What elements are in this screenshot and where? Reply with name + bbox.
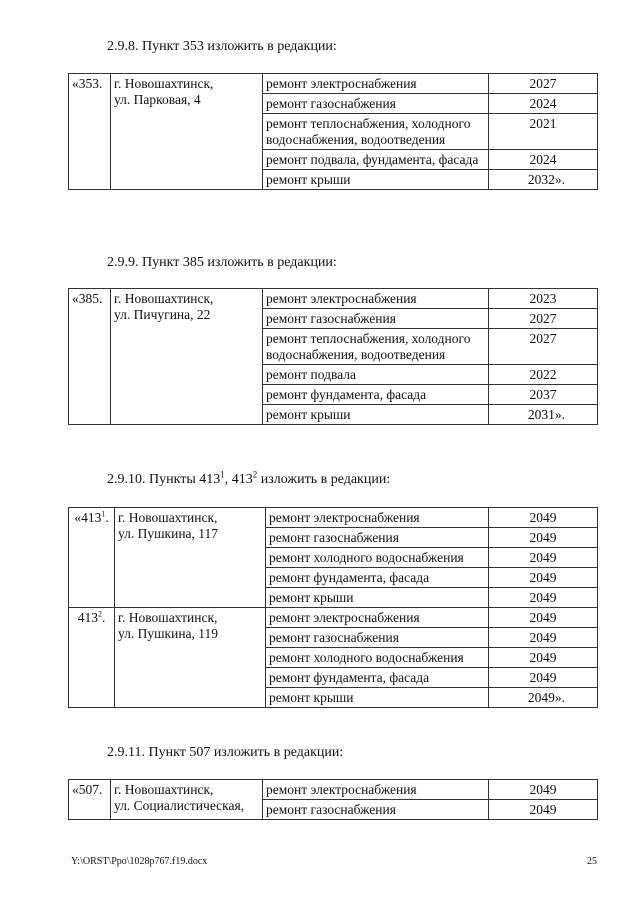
item-address (115, 608, 266, 708)
work-name: ремонт фундамента, фасада (263, 385, 489, 405)
work-year: 2024 (489, 150, 598, 170)
work-name: ремонт электроснабжения (263, 289, 489, 309)
work-year: 2032». (489, 170, 598, 190)
heading-text: изложить в редакции: (257, 472, 391, 487)
item-number: «385. (69, 289, 111, 425)
work-name: ремонт подвала, фундамента, фасада (263, 150, 489, 170)
address-city: г. Новошахтинск, (118, 510, 218, 525)
table-row (69, 74, 598, 94)
item-number-dot: . (101, 610, 106, 625)
item-address (115, 508, 266, 608)
work-year: 2021 (489, 114, 598, 150)
work-year: 2027 (489, 329, 598, 365)
address-street: ул. Пушкина, 119 (118, 626, 219, 641)
address-city: г. Новошахтинск, (118, 610, 218, 625)
work-name: ремонт газоснабжения (263, 94, 489, 114)
work-name: ремонт электроснабжения (266, 508, 489, 528)
work-name: ремонт электроснабжения (266, 608, 489, 628)
address-street: ул. Пушкина, 117 (118, 526, 219, 541)
item-number: «507. (69, 780, 111, 820)
work-year: 2049 (489, 588, 598, 608)
section-heading-2-9-8: 2.9.8. Пункт 353 изложить в редакции: (107, 39, 337, 54)
heading-text: , 413 (224, 472, 253, 487)
table-items-413 (68, 507, 598, 708)
table-row (69, 289, 598, 309)
address-city: г. Новошахтинск, (114, 76, 214, 91)
work-name: ремонт теплоснабжения, холодного водоснабжения, водоотведения (263, 114, 489, 150)
work-year: 2049». (489, 688, 598, 708)
work-year: 2022 (489, 365, 598, 385)
table-row (69, 508, 598, 528)
item-address (111, 74, 263, 190)
work-name: ремонт крыши (263, 170, 489, 190)
section-heading-2-9-11: 2.9.11. Пункт 507 изложить в редакции: (107, 745, 344, 760)
item-address (111, 289, 263, 425)
work-year: 2037 (489, 385, 598, 405)
address-city: г. Новошахтинск, (114, 291, 214, 306)
work-name: ремонт крыши (266, 688, 489, 708)
table-row (69, 780, 598, 800)
work-year: 2049 (489, 648, 598, 668)
item-address (111, 780, 263, 820)
heading-superscript: 1 (220, 469, 225, 480)
work-year: 2049 (489, 668, 598, 688)
section-heading-2-9-10 (107, 471, 390, 489)
file-path: Y:\ORST\Ppo\1028p767.f19.docx (71, 856, 208, 867)
table-item-385 (68, 288, 598, 425)
work-year: 2049 (489, 508, 598, 528)
address-street: ул. Парковая, 4 (114, 92, 201, 107)
work-year: 2027 (489, 309, 598, 329)
work-year: 2049 (489, 528, 598, 548)
item-number: «353. (69, 74, 111, 190)
item-number-dot: . (105, 510, 109, 525)
item-number (69, 608, 115, 708)
page-footer (71, 856, 597, 868)
item-number-text: «413 (74, 510, 102, 525)
work-year: 2027 (489, 74, 598, 94)
table-item-353 (68, 73, 598, 190)
work-year: 2049 (489, 628, 598, 648)
work-name: ремонт крыши (266, 588, 489, 608)
work-name: ремонт крыши (263, 405, 489, 425)
item-number-superscript: 2 (97, 609, 102, 619)
work-name: ремонт газоснабжения (266, 528, 489, 548)
work-name: ремонт фундамента, фасада (266, 568, 489, 588)
work-name: ремонт теплоснабжения, холодного водоснабжения, водоотведения (263, 329, 489, 365)
page-number: 25 (587, 856, 597, 867)
address-street: ул. Социалистическая, (114, 798, 245, 813)
work-name: ремонт газоснабжения (266, 628, 489, 648)
table-item-507 (68, 779, 598, 820)
heading-superscript: 2 (252, 469, 258, 480)
section-heading-2-9-9: 2.9.9. Пункт 385 изложить в редакции: (107, 255, 337, 270)
work-year: 2023 (489, 289, 598, 309)
work-year: 2049 (489, 800, 598, 820)
item-number-text: 413 (77, 610, 98, 625)
work-name: ремонт фундамента, фасада (266, 668, 489, 688)
address-street: ул. Пичугина, 22 (114, 307, 211, 322)
heading-text: 2.9.10. Пункты 413 (107, 472, 221, 487)
item-number-superscript: 1 (101, 509, 106, 519)
work-name: ремонт подвала (263, 365, 489, 385)
table-row (69, 608, 598, 628)
work-year: 2049 (489, 608, 598, 628)
work-name: ремонт газоснабжения (263, 800, 489, 820)
item-number (69, 508, 115, 608)
work-name: ремонт холодного водоснабжения (266, 648, 489, 668)
work-year: 2049 (489, 780, 598, 800)
work-name: ремонт холодного водоснабжения (266, 548, 489, 568)
address-city: г. Новошахтинск, (114, 782, 214, 797)
work-year: 2049 (489, 548, 598, 568)
work-name: ремонт электроснабжения (263, 74, 489, 94)
work-year: 2049 (489, 568, 598, 588)
work-year: 2024 (489, 94, 598, 114)
work-name: ремонт газоснабжения (263, 309, 489, 329)
work-year: 2031». (489, 405, 598, 425)
work-name: ремонт электроснабжения (263, 780, 489, 800)
